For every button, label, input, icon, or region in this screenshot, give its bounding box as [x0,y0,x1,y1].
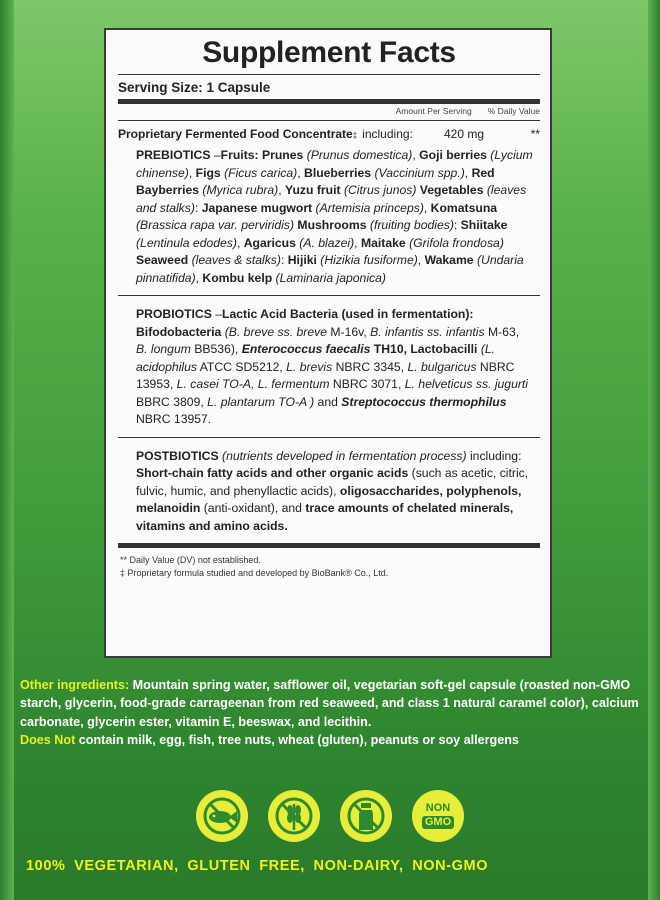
proprietary-name: Proprietary Fermented Food Concentrate [118,127,353,141]
proprietary-amount: 420 mg [443,127,484,141]
non-gmo-line1: NON [425,802,451,814]
divider-thick [118,543,540,548]
does-not-label: Does Not [20,732,76,747]
divider [118,74,540,75]
non-gmo-icon [412,790,464,842]
divider-thick [118,99,540,104]
divider [118,295,540,296]
proprietary-including: including: [362,127,413,141]
footnote-proprietary: ‡ Proprietary formula studied and developed by BioBank® Co., Ltd. [120,568,389,578]
proprietary-row [118,127,540,141]
proprietary-mark: ‡ [352,131,358,140]
footnote-dv: ** Daily Value (DV) not established. [120,555,261,565]
claims-banner: 100% VEGETARIAN, GLUTEN FREE, NON-DAIRY, NON-GMO [26,858,489,874]
gluten-free-icon [268,790,320,842]
proprietary-dv: ** [530,127,540,141]
dairy-free-icon [340,790,392,842]
dv-header: % Daily Value [487,106,540,116]
other-ingredients-text: Mountain spring water, safflower oil, vegetarian soft-gel capsule (roasted non-GMO starch, glycerin, food-grade carrageenan from red seaweed, and class 1 natural caramel color), calcium carbonate, glycerin ester, vitamin E, beeswax, and lecithin. [20,678,639,729]
prebiotics-section: PREBIOTICS –Fruits: Prunes (Prunus domestica), Goji berries (Lycium chinense), Figs (Ficus carica), Blueberries (Vaccinium spp.), Red Bayberries (Myrica rubra), Yuzu fruit (Citrus junos) Vegetables (leaves and stalks): Japanese mugwort (Artemisia princeps), Komatsuna (Brassica rapa var. perviridis) Mushrooms (fruiting bodies): Shiitake (Lentinula edodes), Agaricus (A. blazei), Maitake (Grifola frondosa) Seaweed (leaves & stalks): Hijiki (Hizikia fusiforme), Wakame (Undaria pinnatifida), Kombu kelp (Laminaria japonica) [136,148,533,285]
serving-size: Serving Size: 1 Capsule [118,80,271,95]
other-ingredients-label: Other ingredients: [20,678,130,692]
non-gmo-line2: GMO [422,816,454,829]
no-fish-icon [196,790,248,842]
amount-header: Amount Per Serving [395,106,472,116]
facts-title: Supplement Facts [202,36,456,69]
allergen-statement: contain milk, egg, fish, tree nuts, wheat (gluten), peanuts or soy allergens [75,732,519,747]
postbiotics-section: POSTBIOTICS (nutrients developed in fermentation process) including: Short-chain fatty acids and other organic acids (such as acetic, citric, fulvic, humic, and phenyllactic acids), oligosaccharides, polyphenols, melanoidin (anti-oxidant), and trace amounts of chelated minerals, vitamins and amino acids. [136,448,529,533]
package-edge-left [0,0,14,900]
supplement-facts-panel [104,28,552,658]
column-headers [118,106,540,116]
probiotics-section: PROBIOTICS –Lactic Acid Bacteria (used in fermentation): Bifodobacteria (B. breve ss. breve M-16v, B. infantis ss. infantis M-63, B. longum BB536), Enterococcus faecalis TH10, Lactobacilli (L. acidophilus ATCC SD5212, L. brevis NBRC 3345, L. bulgaricus NBRC 13953, L. casei TO-A, L. fermentum NBRC 3071, L. helveticus ss. jugurti BBRC 3809, L. plantarum TO-A ) and Streptococcus thermophilus NBRC 13957. [136,307,529,426]
divider [118,120,540,121]
certification-icons [196,790,464,842]
divider [118,437,540,438]
other-ingredients-block [20,676,640,749]
package-edge-right [648,0,660,900]
footnotes [118,554,540,580]
